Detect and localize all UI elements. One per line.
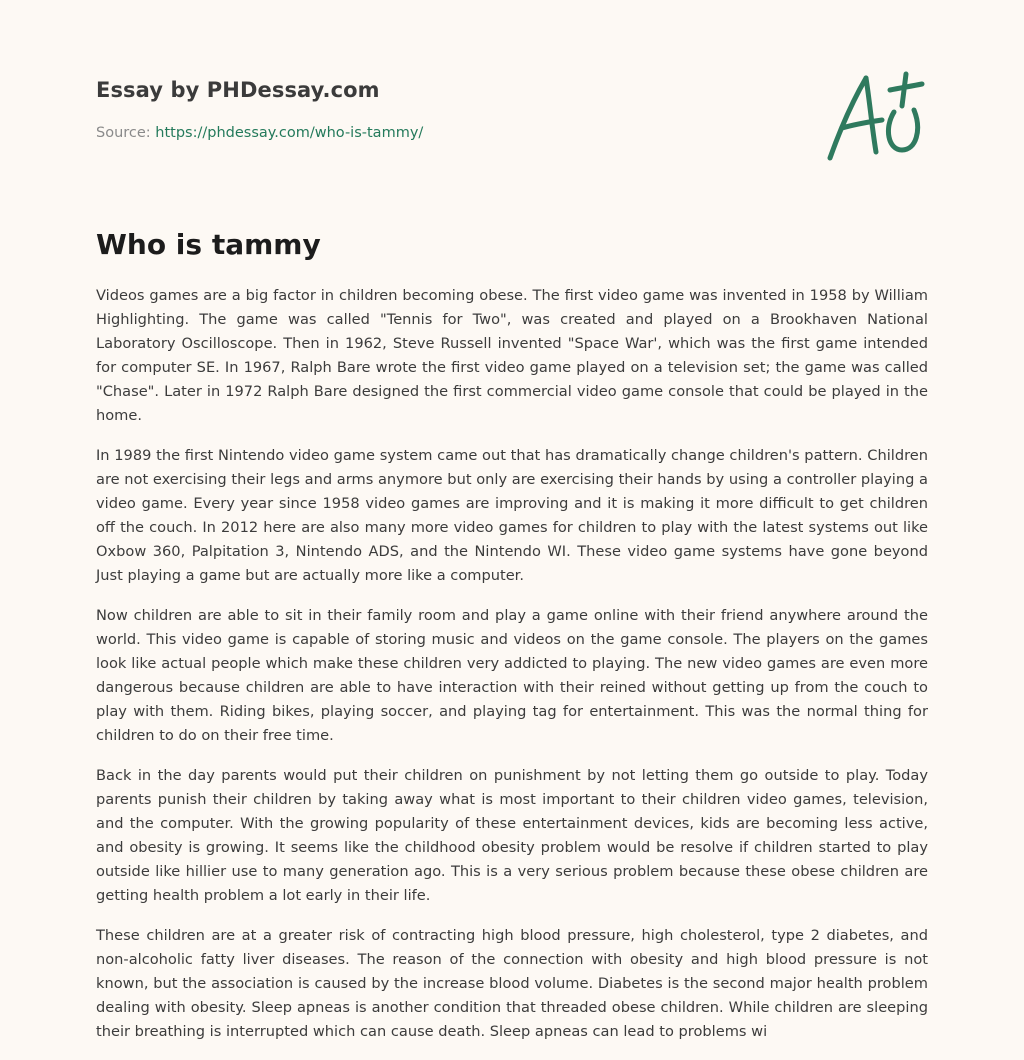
essay-body (96, 284, 928, 1060)
paragraph: These children are at a greater risk of contracting high blood pressure, high cholesterol, type 2 diabetes, and non-alcoholic fatty liver diseases. The reason of the connection with obesity and high blood pressure is not known, but the association is caused by the increase blood volume. Diabetes is the second major health problem dealing with obesity. Sleep apneas is another condition that threaded obese children. While children are sleeping their breathing is interrupted which can cause death. Sleep apneas can lead to problems wi (96, 927, 928, 1040)
essay-title: Who is tammy (96, 228, 321, 261)
source-link[interactable]: https://phdessay.com/who-is-tammy/ (155, 125, 424, 141)
source-line (96, 124, 423, 142)
a-plus-logo-icon (822, 66, 930, 168)
paragraph: Now children are able to sit in their family room and play a game online with their friend anywhere around the world. This video game is capable of storing music and videos on the game console. The players on the games look like actual people which make these children very addicted to playing. The new video games are even more dangerous because children are able to have interaction with their reined without getting up from the couch to play with them. Riding bikes, playing soccer, and playing tag for entertainment. This was the normal thing for children to do on their free time. (96, 607, 928, 744)
paragraph: Videos games are a big factor in children becoming obese. The first video game was invented in 1958 by William Highlighting. The game was called "Tennis for Two", was created and played on a Brookhaven National Laboratory Oscilloscope. Then in 1962, Steve Russell invented "Space War', which was the first game intended for computer SE. In 1967, Ralph Bare wrote the first video game played on a television set; the game was called "Chase". Later in 1972 Ralph Bare designed the first commercial video game console that could be played in the home. (96, 287, 928, 424)
brand-title: Essay by PHDessay.com (96, 78, 380, 102)
paragraph: In 1989 the first Nintendo video game system came out that has dramatically change children's pattern. Children are not exercising their legs and arms anymore but only are exercising their hands by using a controller playing a video game. Every year since 1958 video games are improving and it is making it more difficult to get children off the couch. In 2012 here are also many more video games for children to play with the latest systems out like Oxbow 360, Palpitation 3, Nintendo ADS, and the Nintendo WI. These video game systems have gone beyond Just playing a game but are actually more like a computer. (96, 447, 928, 584)
header (96, 76, 928, 166)
source-label: Source: (96, 125, 151, 141)
paragraph: Back in the day parents would put their children on punishment by not letting them go outside to play. Today parents punish their children by taking away what is most important to their children video games, television, and the computer. With the growing popularity of these entertainment devices, kids are becoming less active, and obesity is growing. It seems like the childhood obesity problem would be resolve if children started to play outside like hillier use to many generation ago. This is a very serious problem because these obese children are getting health problem a lot early in their life. (96, 767, 928, 904)
